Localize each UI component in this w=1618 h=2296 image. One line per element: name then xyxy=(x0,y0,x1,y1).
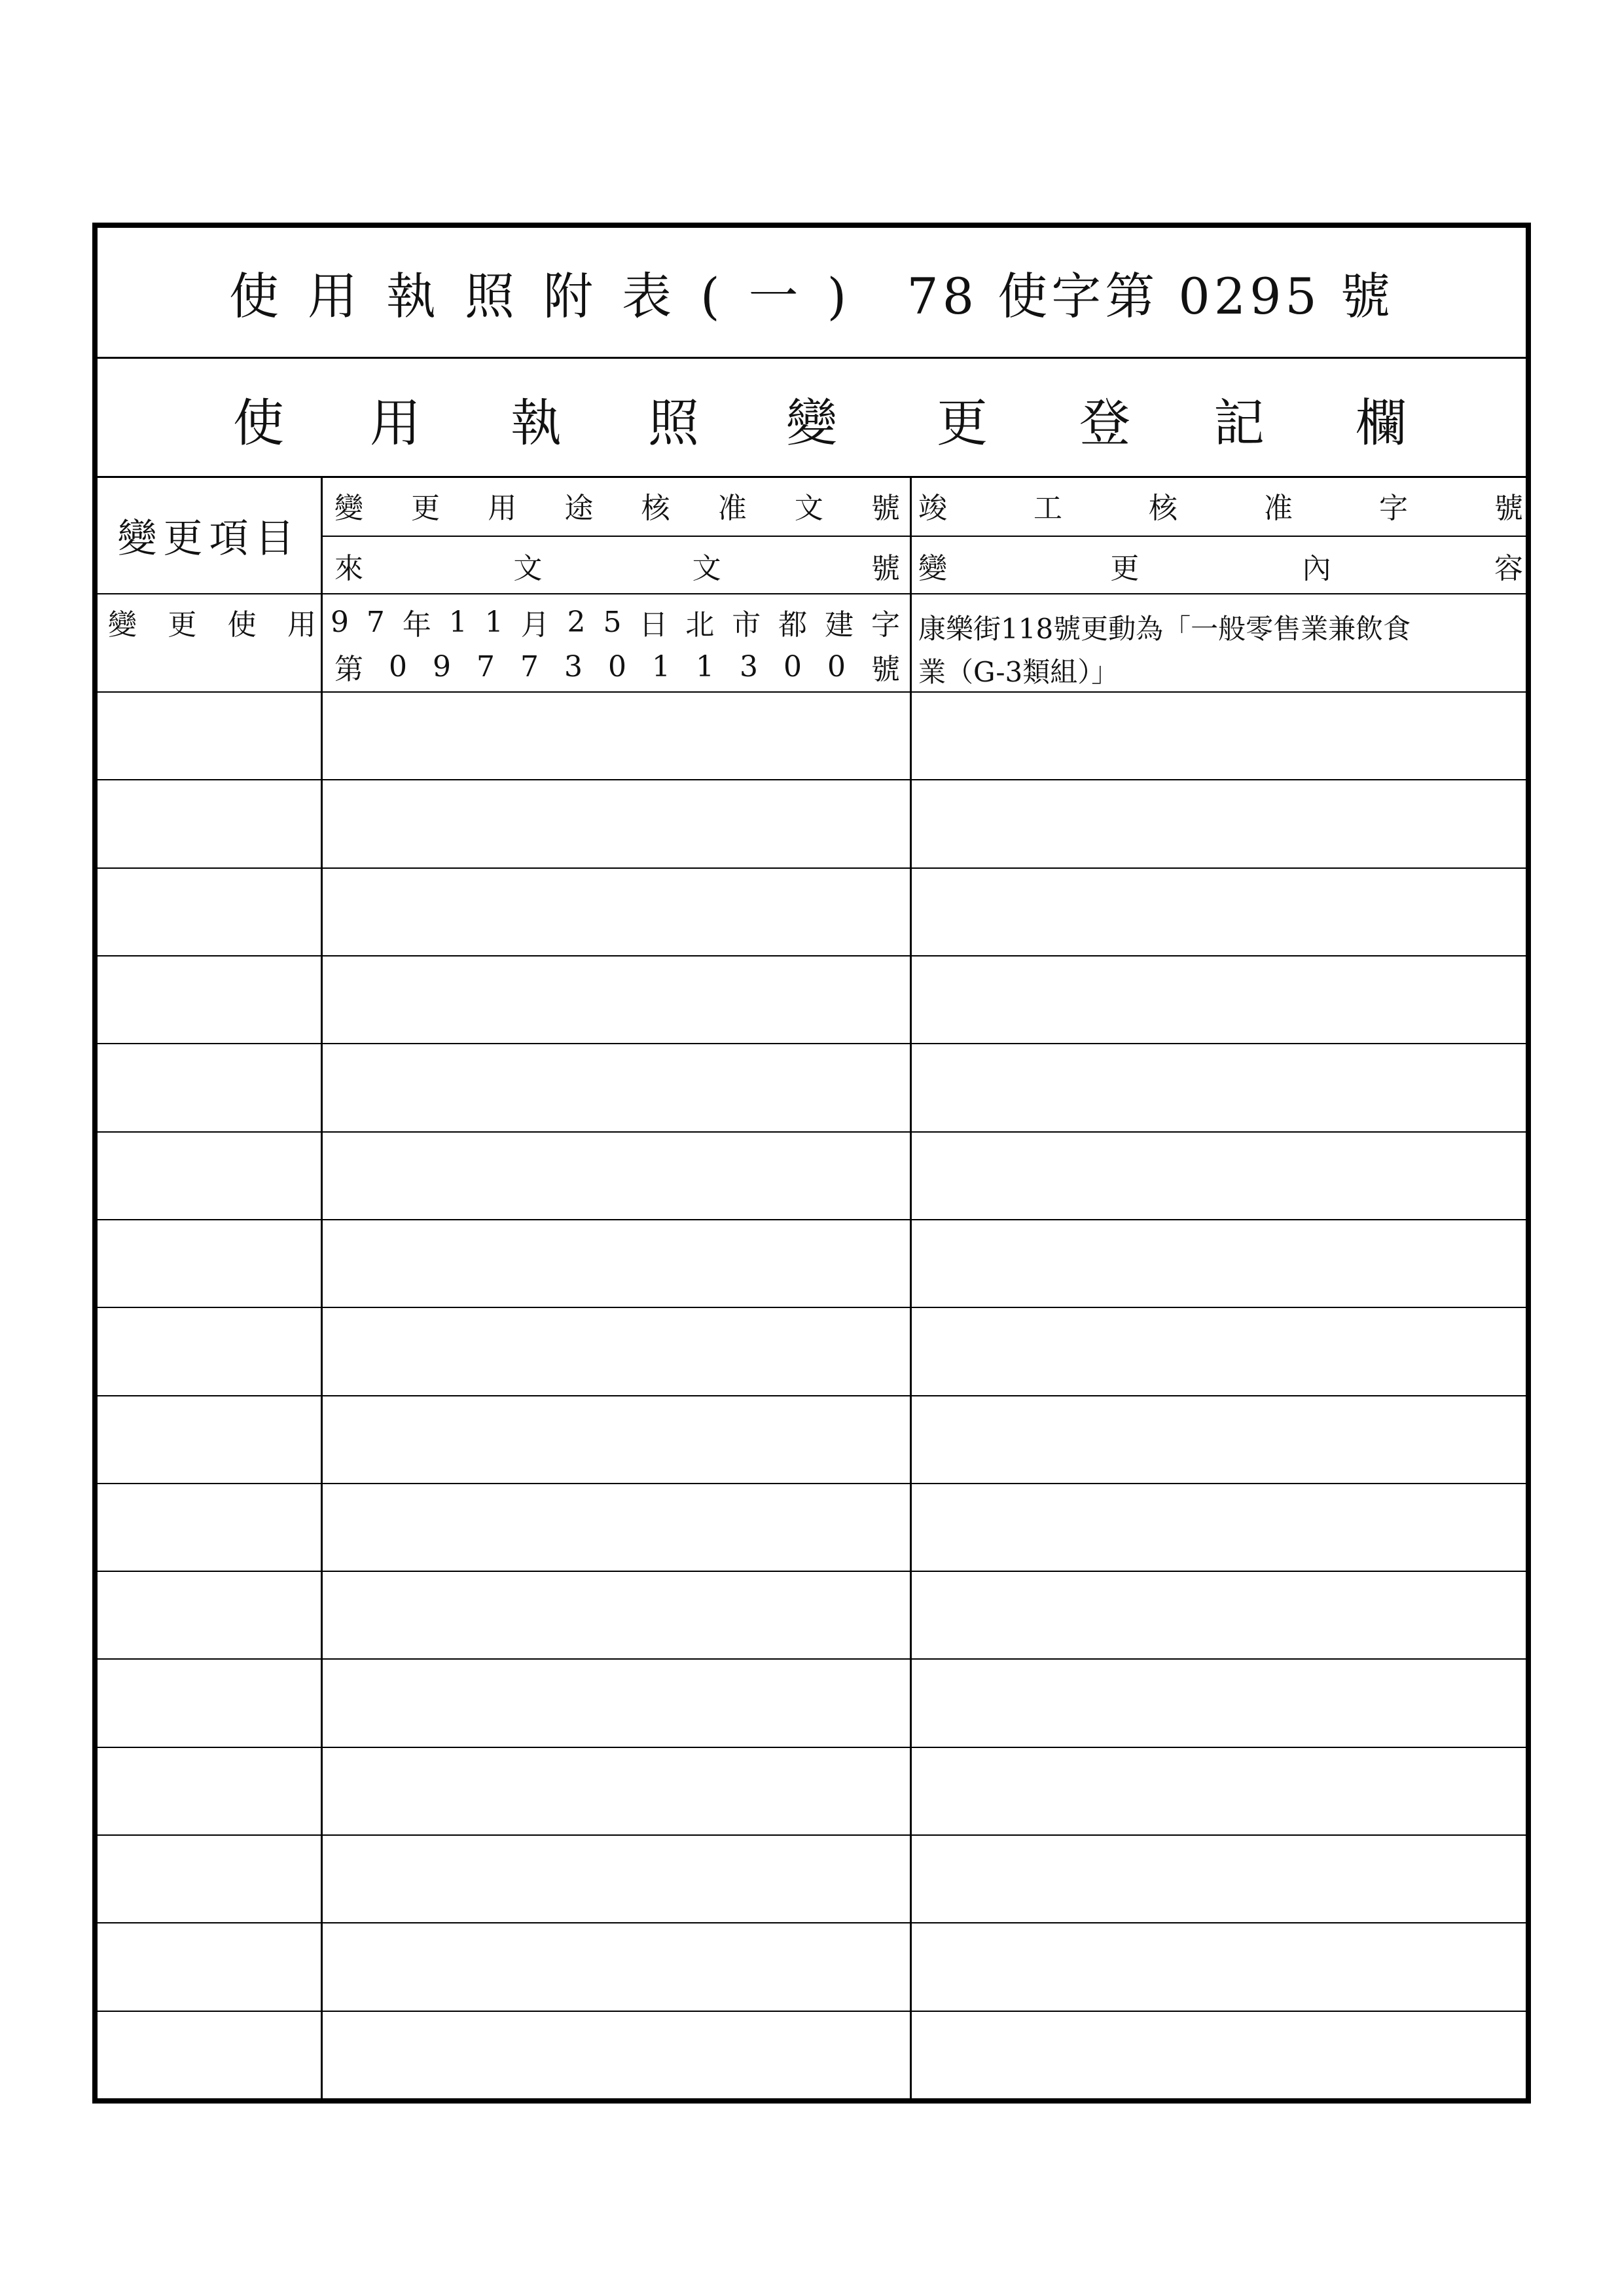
change-content-line1: 康樂街118號更動為「一般零售業兼飲食 xyxy=(918,613,1411,645)
empty-row-divider xyxy=(98,2011,1526,2012)
header-char: 使 xyxy=(232,394,285,453)
item-column-header: 變更項目 xyxy=(117,516,301,562)
header-char: 更 xyxy=(936,394,988,453)
incoming-doc-no-header: 來 文 文 號 xyxy=(334,552,900,585)
header-char: 記 xyxy=(1213,394,1265,453)
header-char: 登 xyxy=(1079,394,1131,453)
empty-row-divider xyxy=(98,1131,1526,1133)
registration-column-header xyxy=(98,359,1526,478)
empty-row-divider xyxy=(98,779,1526,780)
empty-row-divider xyxy=(98,1834,1526,1836)
header-sub-divider xyxy=(323,536,1531,537)
empty-row-divider xyxy=(98,1483,1526,1484)
header-char: 照 xyxy=(647,394,700,453)
empty-row-divider xyxy=(98,1043,1526,1044)
empty-row-divider xyxy=(98,1219,1526,1220)
form-title-number: 78 使字第 0295 號 xyxy=(907,267,1394,325)
empty-row-divider xyxy=(98,1658,1526,1660)
header-char: 執 xyxy=(510,394,562,453)
empty-row-divider xyxy=(98,867,1526,869)
completion-no-header: 竣 工 核 准 字 號 xyxy=(918,492,1523,525)
form-title-main: 使用執照附表(一) xyxy=(229,267,876,325)
approval-no-header: 變 更 用 途 核 准 文 號 xyxy=(334,492,900,525)
header-char: 用 xyxy=(369,394,422,453)
empty-row-divider xyxy=(98,1395,1526,1396)
empty-row-divider xyxy=(98,955,1526,957)
doc-number-line1: 9 7 年 1 1 月 2 5 日 北 市 都 建 字 xyxy=(331,605,900,642)
form-title xyxy=(98,228,1526,359)
column-divider xyxy=(910,478,912,2098)
change-registration-table xyxy=(98,478,1526,2098)
usage-permit-attachment-form xyxy=(92,223,1531,2104)
doc-number-line2: 第 0 9 7 7 3 0 1 1 3 0 0 號 xyxy=(334,649,900,686)
change-content-header: 變 更 內 容 xyxy=(918,552,1523,585)
item-cell: 變 更 使 用 xyxy=(108,608,316,642)
change-content-line2: 業（G-3類組）」 xyxy=(918,656,1119,688)
empty-row-divider xyxy=(98,1747,1526,1748)
row-divider xyxy=(98,691,1526,693)
empty-row-divider xyxy=(98,1307,1526,1308)
row-divider xyxy=(98,593,1526,594)
column-divider xyxy=(321,478,323,2098)
empty-row-divider xyxy=(98,1571,1526,1572)
header-char: 變 xyxy=(785,394,838,453)
header-char: 欄 xyxy=(1355,394,1407,453)
empty-row-divider xyxy=(98,1922,1526,1923)
